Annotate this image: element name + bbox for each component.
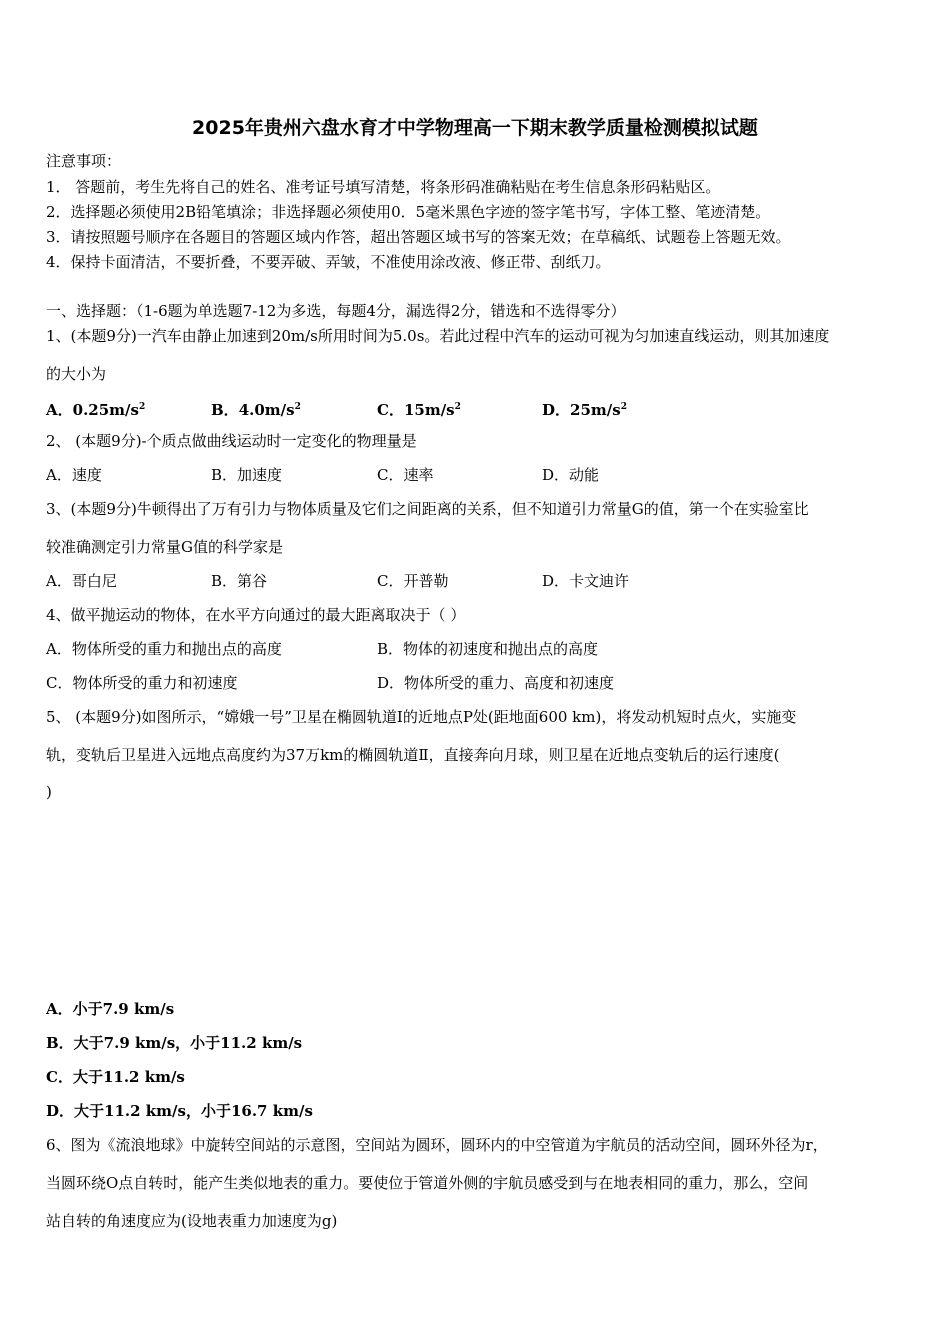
notice-item-1: 1． 答题前，考生先将自己的姓名、准考证号填写清楚，将条形码准确粘贴在考生信息条形码粘贴区。	[46, 178, 721, 196]
q1-option-c: C．$15m/s^2$	[377, 401, 461, 419]
q3-option-a: A．哥白尼	[46, 572, 117, 590]
page-title: 2025年贵州六盘水育才中学物理高一下期末教学质量检测模拟试题	[192, 117, 758, 139]
notice-heading: 注意事项：	[46, 152, 122, 170]
notice-item-2: 2．选择题必须使用2B铅笔填涂；非选择题必须使用0．5毫米黑色字迹的签字笔书写，字体工整、笔迹清楚。	[46, 203, 771, 221]
q1-option-b: B．$4.0m/s^2$	[211, 401, 301, 419]
q1-option-a: A．$0.25m/s^2$	[46, 401, 146, 419]
q6-stem-line3: 站自转的角速度应为(设地表重力加速度为g)	[46, 1212, 338, 1230]
q3-option-b: B．第谷	[211, 572, 268, 590]
q4-option-d: D．物体所受的重力、高度和初速度	[377, 674, 615, 692]
notice-item-3: 3．请按照题号顺序在各题目的答题区域内作答，超出答题区域书写的答案无效；在草稿纸、试题卷上答题无效。	[46, 228, 791, 246]
q5-stem-line1: 5、 (本题9分)如图所示，“嫦娥一号”卫星在椭圆轨道Ⅰ的近地点P处(距地面600 km)，将发动机短时点火，实施变	[46, 708, 797, 726]
q1-stem-line2: 的大小为	[46, 365, 107, 383]
q5-stem-line2: 轨，变轨后卫星进入远地点高度约为37万km的椭圆轨道Ⅱ，直接奔向月球，则卫星在近地点变轨后的运行速度(	[46, 746, 780, 764]
q5-option-d: D．大于11.2 km/s，小于16.7 km/s	[46, 1102, 313, 1120]
q3-option-c: C．开普勒	[377, 572, 449, 590]
q2-stem: 2、 (本题9分)-个质点做曲线运动时一定变化的物理量是	[46, 432, 417, 450]
q4-option-a: A．物体所受的重力和抛出点的高度	[46, 640, 282, 658]
q2-option-b: B．加速度	[211, 466, 283, 484]
q1-stem-line1: 1、(本题9分)一汽车由静止加速到20m/s所用时间为5.0s。若此过程中汽车的运动可视为匀加速直线运动，则其加速度	[46, 327, 830, 345]
q4-stem: 4、做平抛运动的物体，在水平方向通过的最大距离取决于（ ）	[46, 606, 466, 624]
q2-option-a: A．速度	[46, 466, 102, 484]
q4-option-c: C．物体所受的重力和初速度	[46, 674, 238, 692]
notice-item-4: 4．保持卡面清洁，不要折叠，不要弄破、弄皱，不准使用涂改液、修正带、刮纸刀。	[46, 253, 611, 271]
q3-stem-line1: 3、(本题9分)牛顿得出了万有引力与物体质量及它们之间距离的关系，但不知道引力常量G的值，第一个在实验室比	[46, 500, 809, 518]
q5-option-c: C．大于11.2 km/s	[46, 1068, 185, 1086]
q5-option-a: A．小于7.9 km/s	[46, 1000, 175, 1018]
q5-option-b: B．大于7.9 km/s，小于11.2 km/s	[46, 1034, 303, 1052]
q3-stem-line2: 较准确测定引力常量G值的科学家是	[46, 538, 283, 556]
q2-option-d: D．动能	[542, 466, 600, 484]
q1-option-d: D．$25m/s^2$	[542, 401, 627, 419]
q6-stem-line1: 6、图为《流浪地球》中旋转空间站的示意图，空间站为圆环，圆环内的中空管道为宇航员的活动空间，圆环外径为r，	[46, 1136, 828, 1154]
q6-stem-line2: 当圆环绕O点自转时，能产生类似地表的重力。要使位于管道外侧的宇航员感受到与在地表相同的重力，那么，空间	[46, 1174, 809, 1192]
section-heading: 一、选择题：（1-6题为单选题7-12为多选，每题4分，漏选得2分，错选和不选得零分）	[46, 302, 626, 320]
q5-stem-line3: )	[46, 783, 52, 801]
q4-option-b: B．物体的初速度和抛出点的高度	[377, 640, 599, 658]
q2-option-c: C．速率	[377, 466, 434, 484]
q3-option-d: D．卡文迪许	[542, 572, 630, 590]
